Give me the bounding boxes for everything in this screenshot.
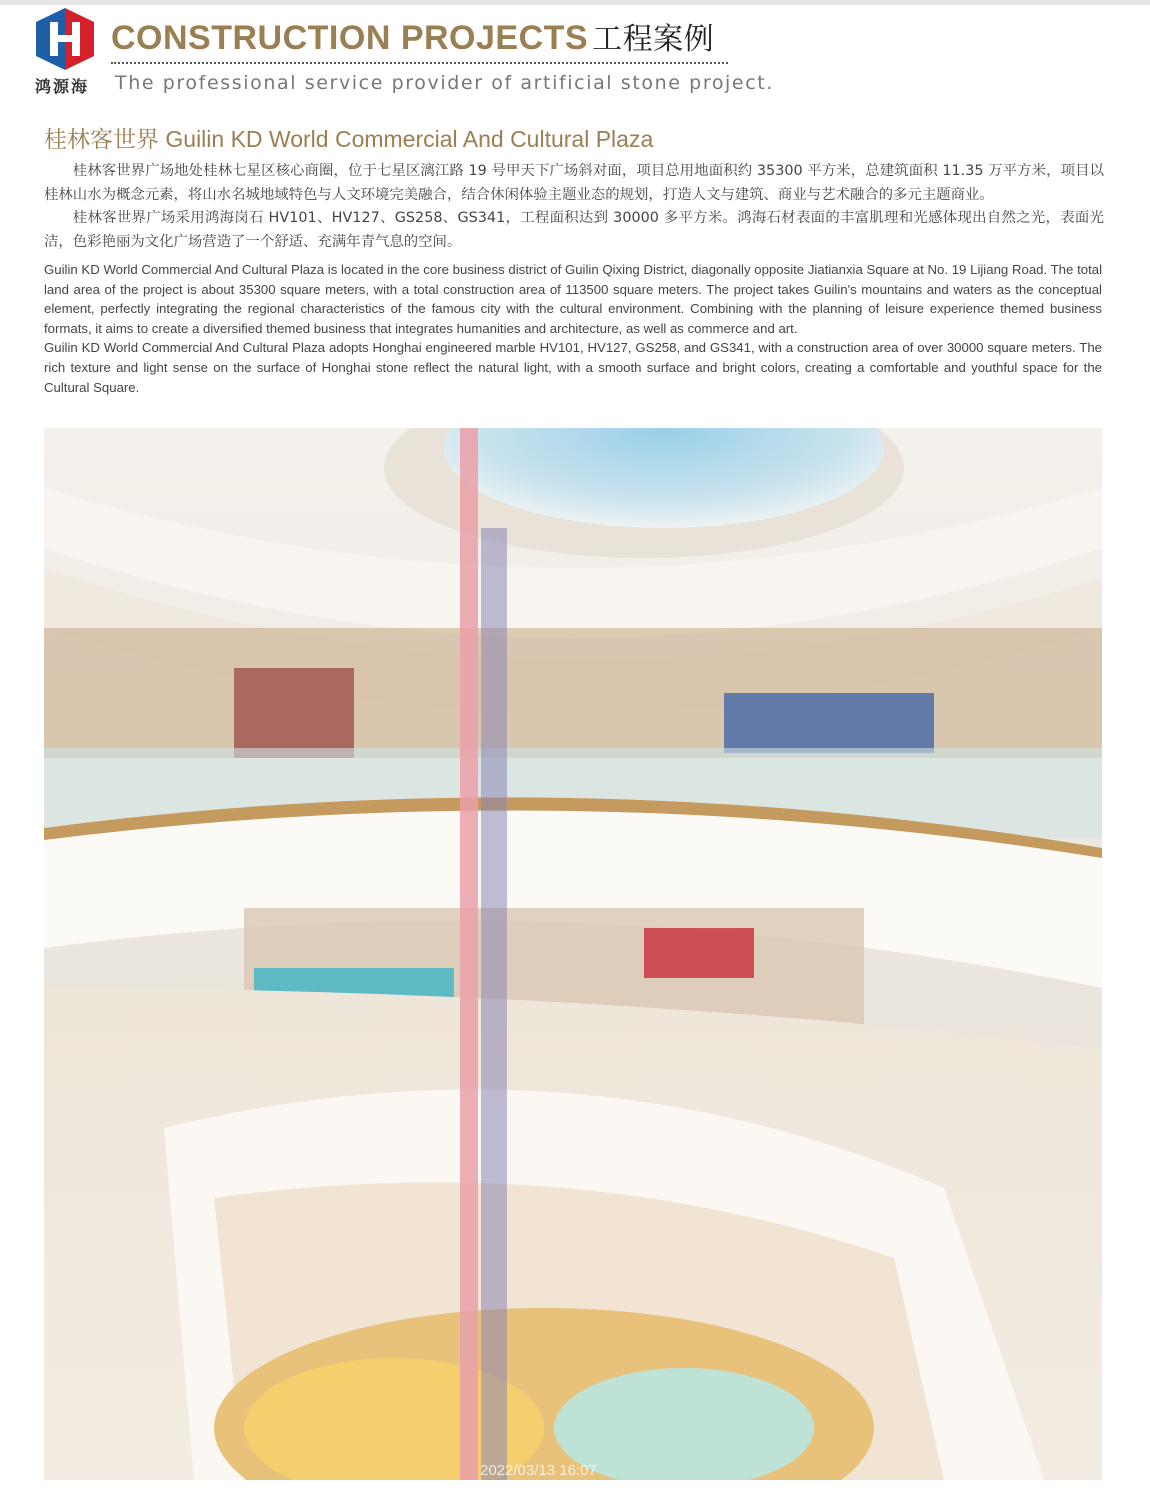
cn-paragraph: 桂林客世界广场地处桂林七星区核心商圈，位于七星区漓江路 19 号甲天下广场斜对面，项目总用地面积约 35300 平方米，总建筑面积 11.35 万平方米，项目以桂林山水为概念元素，将山水名城地域特色与人文环境完美融合，结合休闲体验主题业态的规划，打造人文与建筑、商业与艺术融合的多元主题商业。 <box>44 163 1104 203</box>
tagline: The professional service provider of artificial stone project. <box>115 72 774 94</box>
title-en: CONSTRUCTION PROJECTS <box>111 19 589 57</box>
top-bar <box>0 0 1150 5</box>
cn-paragraph: 桂林客世界广场采用鸿海岗石 HV101、HV127、GS258、GS341，工程面积达到 30000 多平方米。鸿海石材表面的丰富肌理和光感体现出自然之光，表面光洁，色彩艳丽为文化广场营造了一个舒适、充满年青气息的空间。 <box>44 210 1104 250</box>
title-cn: 工程案例 <box>592 22 715 57</box>
brand-logo-icon <box>36 8 94 70</box>
english-description <box>44 260 1102 397</box>
project-photo <box>44 428 1102 1480</box>
photo-timestamp: 2022/03/13 16:07 <box>480 1462 597 1479</box>
en-paragraph: Guilin KD World Commercial And Cultural Plaza is located in the core business district of Guilin Qixing District, diagonally opposite Jiatianxia Square at No. 19 Lijiang Road. The total land area of the project is about 35300 square meters, with a total construction area of 113500 square meters. The project takes Guilin's mountains and waters as the conceptual element, perfectly integrating the regional characteristics of the famous city with the cultural environment. Combining with the planning of leisure experience themed business formats, it aims to create a diversified themed business that integrates humanities and architecture, as well as commerce and art. <box>44 262 1102 336</box>
page-title <box>111 14 714 58</box>
dotted-divider <box>111 62 728 64</box>
brand-name: 鸿源海 <box>35 77 90 96</box>
project-title: 桂林客世界 Guilin KD World Commercial And Cultural Plaza <box>44 126 654 152</box>
en-paragraph: Guilin KD World Commercial And Cultural Plaza adopts Honghai engineered marble HV101, HV127, GS258, and GS341, with a construction area of over 30000 square meters. The rich texture and light sense on the surface of Honghai stone reflect the natural light, with a smooth surface and bright colors, creating a comfortable and youthful space for the Cultural Square. <box>44 340 1102 395</box>
mall-atrium-image <box>44 428 1102 1480</box>
chinese-description <box>44 160 1104 254</box>
